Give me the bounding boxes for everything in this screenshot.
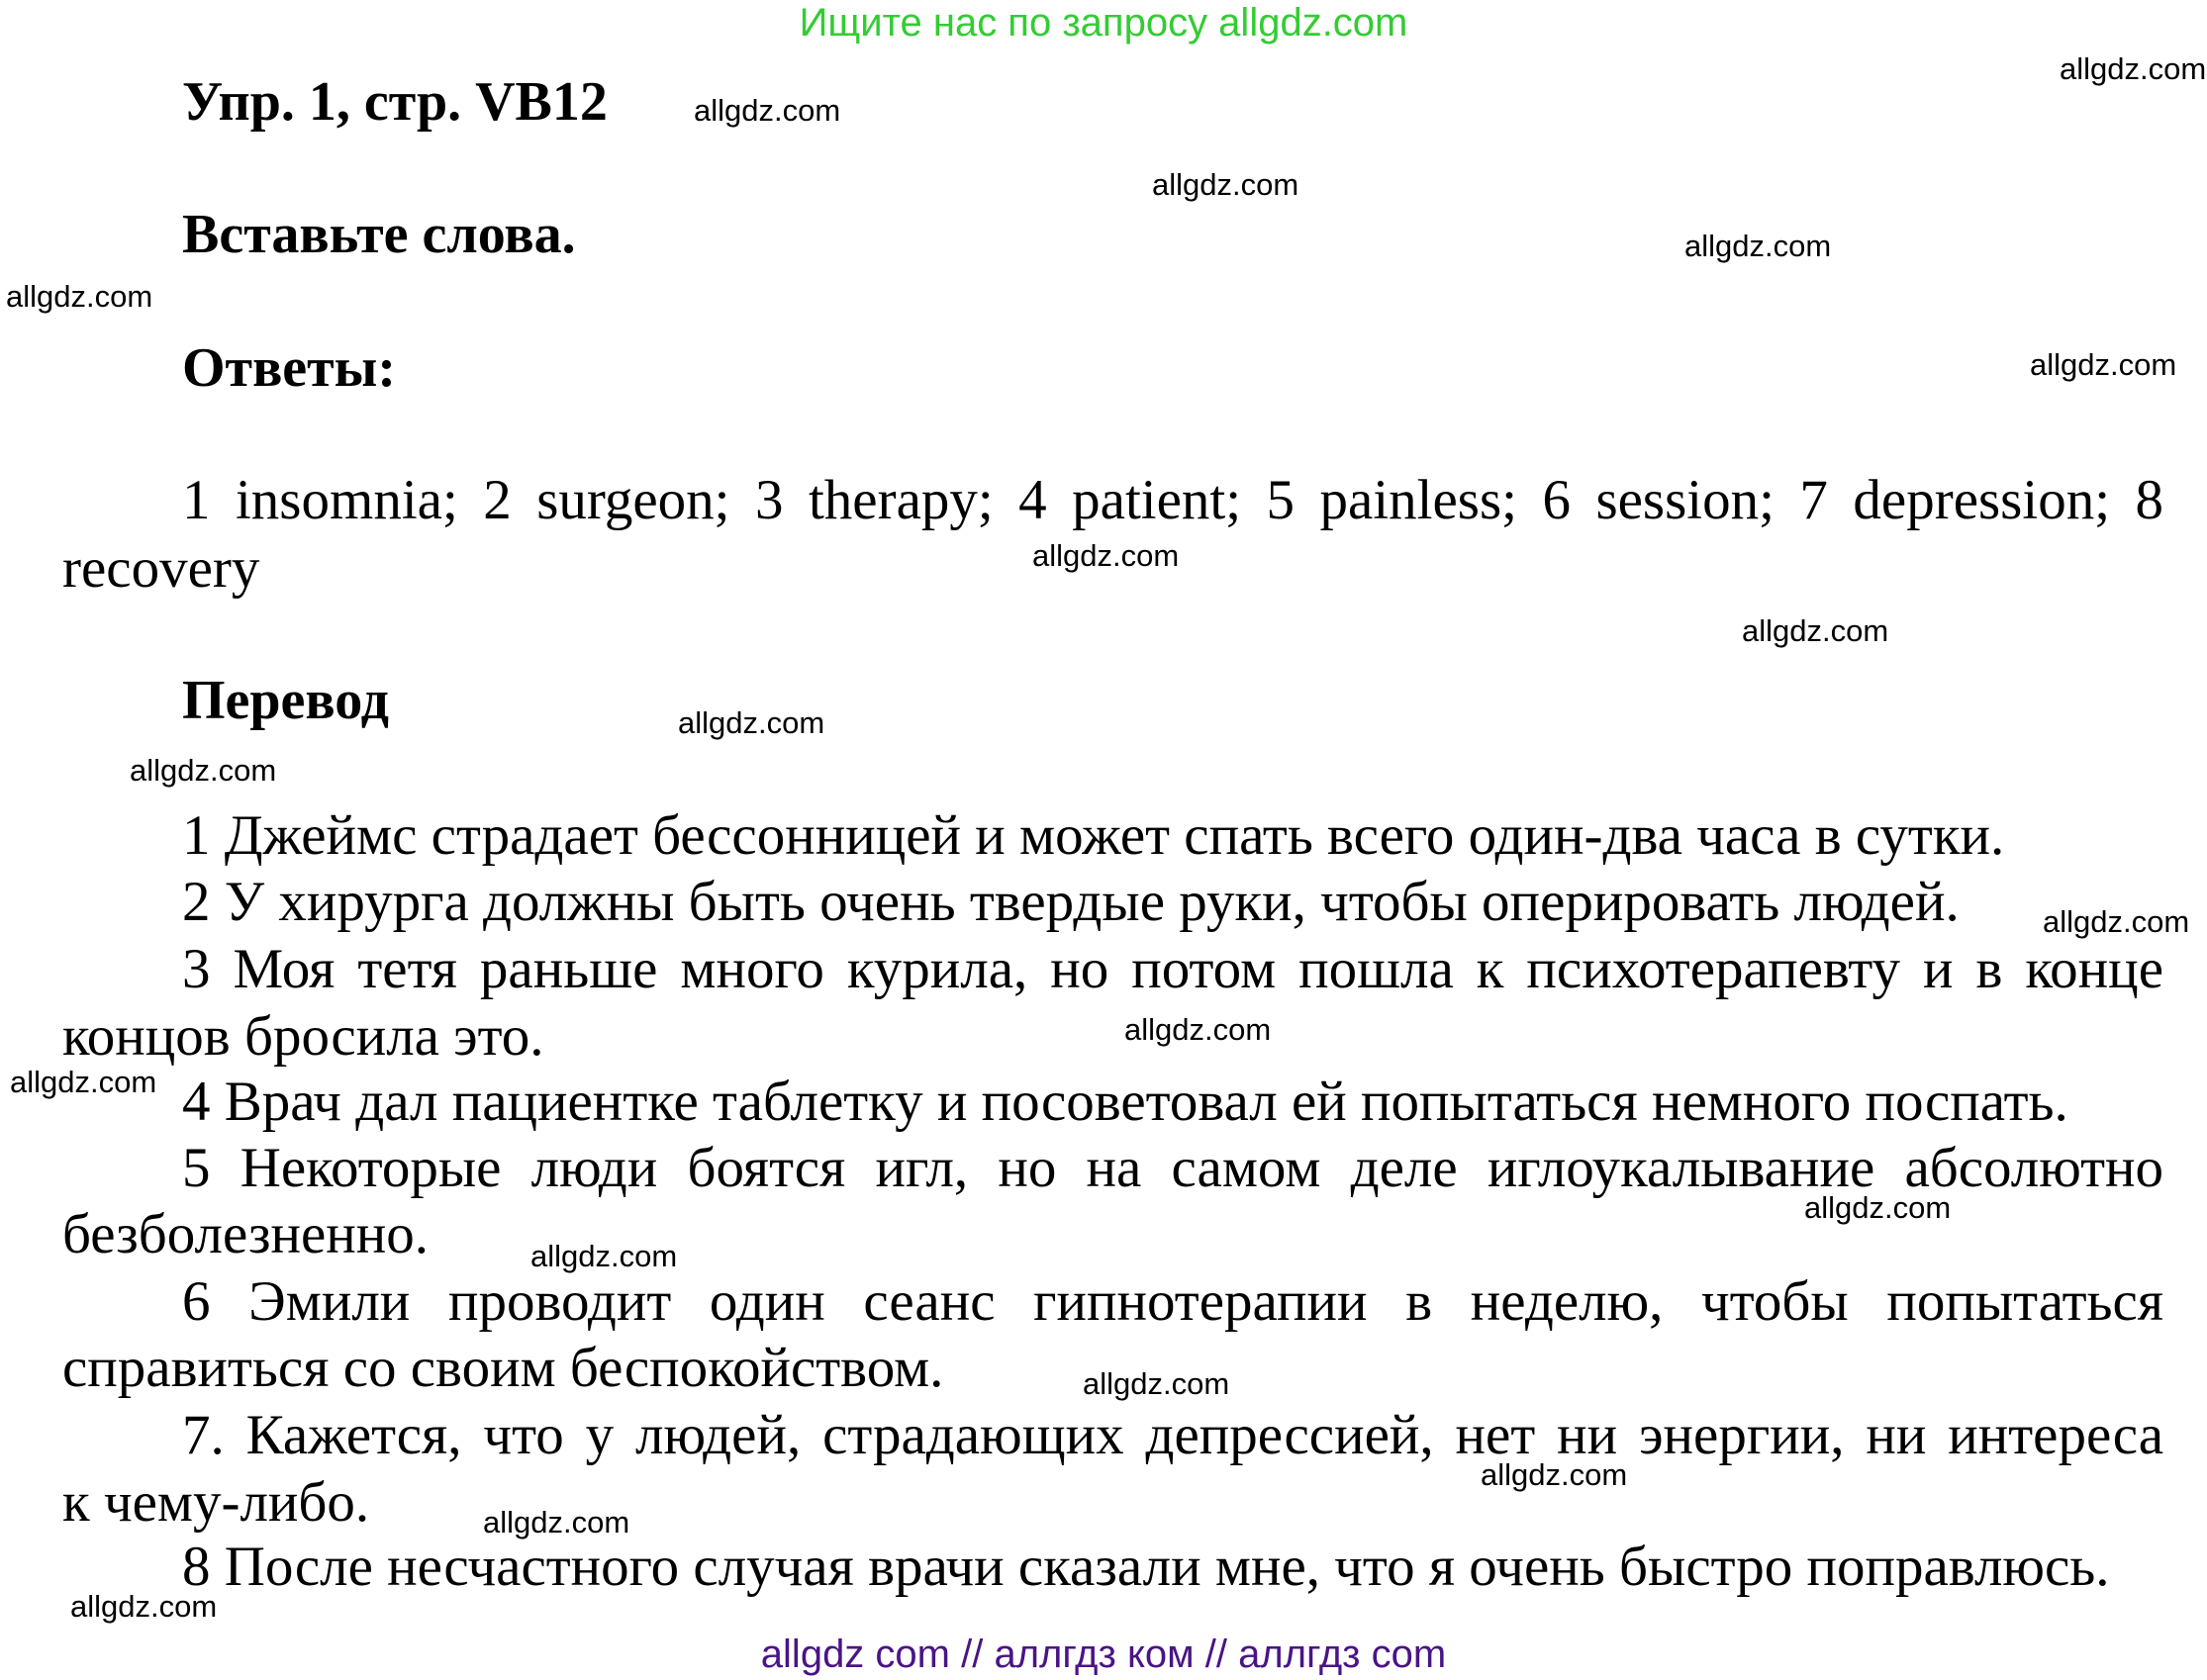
- watermark: allgdz.com: [678, 705, 825, 740]
- watermark: allgdz.com: [530, 1239, 678, 1273]
- translation-line: 7. Кажется, что у людей, страдающих депрессией, нет ни энергии, ни интереса: [182, 1404, 2163, 1466]
- translation-line: к чему-либо.: [62, 1471, 370, 1534]
- exercise-title: Упр. 1, стр. VB12: [182, 71, 608, 133]
- translation-heading: Перевод: [182, 670, 389, 731]
- watermark: allgdz.com: [1481, 1457, 1628, 1492]
- translation-line: 8 После несчастного случая врачи сказали мне, что я очень быстро поправлюсь.: [182, 1536, 2110, 1598]
- translation-line: 3 Моя тетя раньше много курила, но потом пошла к психотерапевту и в конце: [182, 938, 2163, 1000]
- answer-line: recovery: [62, 537, 260, 600]
- watermark: allgdz.com: [2030, 347, 2177, 382]
- watermark: allgdz.com: [1032, 538, 1180, 573]
- watermark: allgdz.com: [1083, 1366, 1230, 1401]
- translation-line: 4 Врач дал пациентке таблетку и посоветовал ей попытаться немного поспать.: [182, 1071, 2068, 1133]
- watermark: allgdz.com: [6, 279, 153, 314]
- translation-line: 2 У хирурга должны быть очень твердые руки, чтобы оперировать людей.: [182, 871, 1960, 933]
- footer-links: allgdz com // аллгдз ком // аллгдз com: [760, 1633, 1447, 1676]
- watermark: allgdz.com: [2043, 904, 2190, 939]
- top-banner: Ищите нас по запросу allgdz.com: [799, 1, 1408, 45]
- watermark: allgdz.com: [130, 753, 277, 788]
- watermark: allgdz.com: [483, 1505, 630, 1540]
- translation-line: концов бросила это.: [62, 1005, 544, 1068]
- task-heading: Вставьте слова.: [182, 204, 576, 265]
- translation-line: справиться со своим беспокойством.: [62, 1337, 944, 1399]
- watermark: allgdz.com: [1742, 613, 1889, 648]
- translation-line: 6 Эмили проводит один сеанс гипнотерапии в неделю, чтобы попытаться: [182, 1270, 2163, 1333]
- watermark: allgdz.com: [2060, 51, 2207, 86]
- watermark: allgdz.com: [10, 1065, 157, 1099]
- watermark: allgdz.com: [1804, 1190, 1952, 1225]
- translation-line: 5 Некоторые люди боятся игл, но на самом деле иглоукалывание абсолютно: [182, 1137, 2163, 1199]
- answer-line: 1 insomnia; 2 surgeon; 3 therapy; 4 patient; 5 painless; 6 session; 7 depression; 8: [182, 469, 2163, 531]
- watermark: allgdz.com: [1124, 1012, 1272, 1047]
- watermark: allgdz.com: [694, 93, 841, 128]
- translation-line: безболезненно.: [62, 1203, 430, 1265]
- answers-heading: Ответы:: [182, 337, 397, 399]
- translation-line: 1 Джеймс страдает бессонницей и может спать всего один-два часа в сутки.: [182, 804, 2005, 867]
- watermark: allgdz.com: [1684, 229, 1832, 263]
- watermark: allgdz.com: [1152, 167, 1299, 202]
- watermark: allgdz.com: [70, 1589, 218, 1624]
